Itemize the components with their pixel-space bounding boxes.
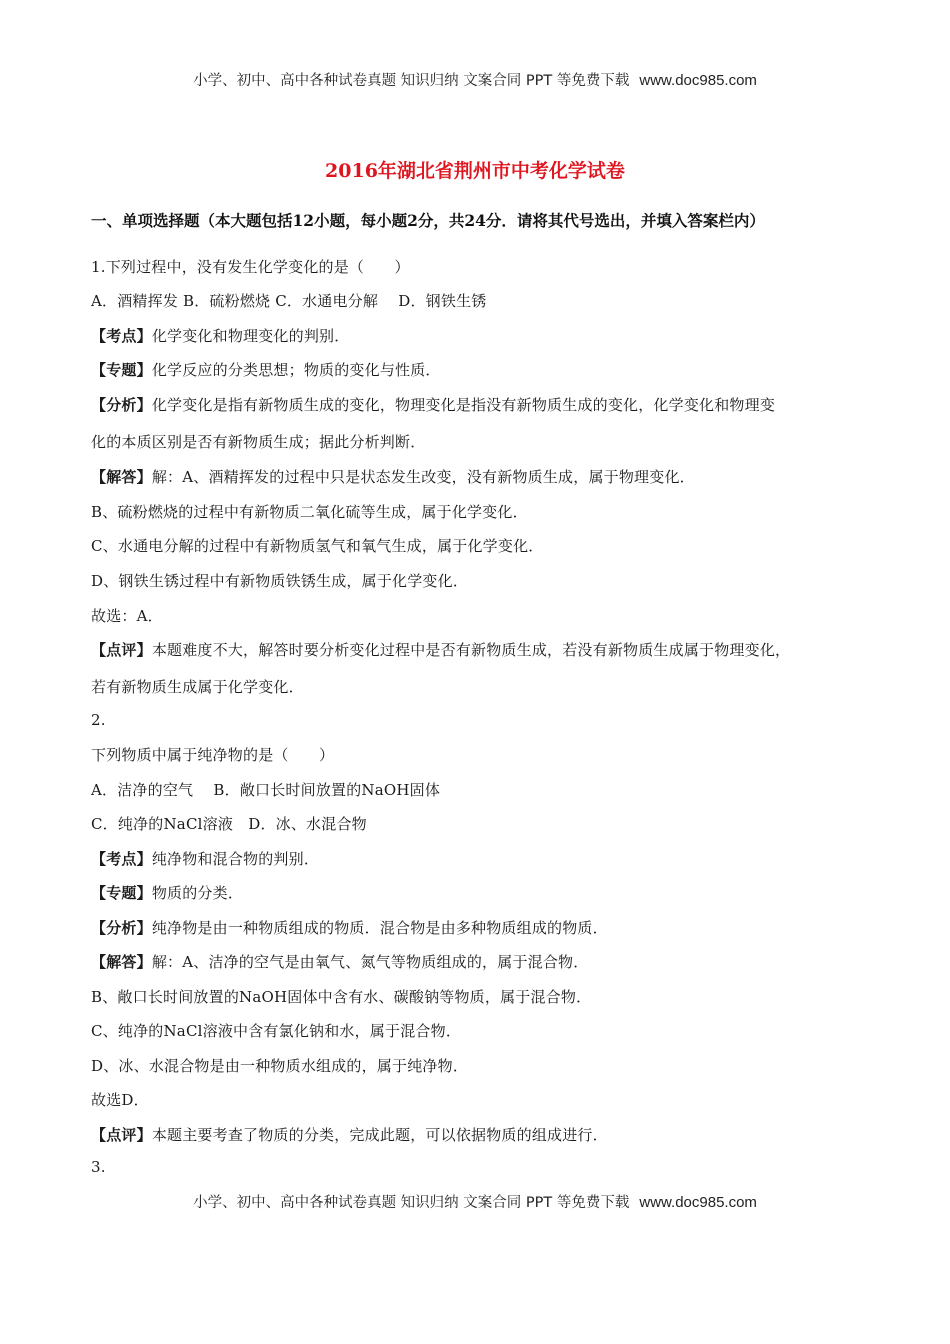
header-url[interactable]: www.doc985.com (639, 72, 757, 89)
line-text: D、冰、水混合物是由一种物质水组成的，属于纯净物． (91, 1057, 469, 1075)
text-line (91, 570, 468, 591)
line-text: 1.下列过程中，没有发生化学变化的是（ ） (91, 258, 410, 276)
line-text: 化学反应的分类思想；物质的变化与性质． (151, 361, 441, 379)
line-text: 化的本质区别是否有新物质生成；据此分析判断． (91, 433, 426, 451)
line-text: A．洁净的空气 B．敞口长时间放置的NaOH固体 (91, 781, 441, 799)
section-tag: 【考点】 (91, 327, 152, 345)
line-text: 3. (91, 1158, 106, 1176)
annotated-paragraph (91, 917, 608, 938)
text-line (91, 986, 591, 1007)
annotated-paragraph (91, 325, 349, 346)
footer-url[interactable]: www.doc985.com (639, 1194, 757, 1211)
line-text: 下列物质中属于纯净物的是（ ） (91, 746, 335, 764)
annotated-paragraph (91, 1124, 608, 1145)
text-line (91, 256, 410, 277)
section-tag: 【解答】 (91, 468, 152, 486)
header-text: 小学、初中、高中各种试卷真题 知识归纳 文案合同 PPT 等免费下载 (193, 73, 630, 89)
text-line (91, 711, 106, 729)
line-text: 物质的分类． (151, 884, 244, 902)
text-line (91, 1158, 106, 1176)
line-text: 本题主要考查了物质的分类，完成此题，可以依据物质的组成进行． (151, 1126, 608, 1144)
line-text: 故选：A． (91, 607, 163, 625)
text-line (91, 605, 163, 626)
annotated-paragraph (91, 848, 319, 869)
annotated-paragraph (91, 359, 441, 380)
text-line (91, 779, 440, 800)
line-text: 解：A、洁净的空气是由氧气、氮气等物质组成的，属于混合物． (151, 953, 589, 971)
line-text: D、钢铁生锈过程中有新物质铁锈生成，属于化学变化． (91, 572, 469, 590)
annotated-paragraph (91, 394, 775, 415)
annotated-paragraph (91, 882, 243, 903)
section-tag: 【点评】 (91, 1126, 152, 1144)
line-text: 若有新物质生成属于化学变化． (91, 678, 304, 696)
section-tag: 【点评】 (91, 641, 152, 659)
text-line (91, 1020, 461, 1041)
text-line (91, 744, 334, 765)
page-footer (0, 1191, 950, 1212)
section-tag: 【解答】 (91, 953, 152, 971)
line-text: 故选D． (91, 1091, 149, 1109)
annotated-paragraph (91, 951, 588, 972)
text-line (91, 290, 486, 311)
section-tag: 【考点】 (91, 850, 152, 868)
section-heading: 一、单项选择题（本大题包括12小题，每小题2分，共24分．请将其代号选出，并填入答案栏内） (91, 211, 765, 230)
section-tag: 【专题】 (91, 361, 152, 379)
text-line (91, 501, 528, 522)
section-tag: 【专题】 (91, 884, 152, 902)
line-text: 2. (91, 711, 106, 729)
annotated-paragraph (91, 639, 790, 660)
section-tag: 【分析】 (91, 396, 152, 414)
line-text: 纯净物是由一种物质组成的物质．混合物是由多种物质组成的物质． (151, 919, 608, 937)
text-line (91, 431, 425, 452)
line-text: C．纯净的NaCl溶液 D．冰、水混合物 (91, 815, 367, 833)
text-line (91, 1055, 468, 1076)
footer-text: 小学、初中、高中各种试卷真题 知识归纳 文案合同 PPT 等免费下载 (193, 1195, 630, 1211)
line-text: 化学变化是指有新物质生成的变化，物理变化是指没有新物质生成的变化，化学变化和物理变 (151, 396, 776, 414)
page-header (0, 69, 950, 90)
document-title: 2016年湖北省荆州市中考化学试卷 (325, 160, 625, 182)
text-line (91, 676, 304, 697)
text-line (91, 535, 543, 556)
text-line (91, 1089, 149, 1110)
line-text: 纯净物和混合物的判别． (151, 850, 320, 868)
line-text: 解：A、酒精挥发的过程中只是状态发生改变，没有新物质生成，属于物理变化． (151, 468, 695, 486)
annotated-paragraph (91, 466, 695, 487)
line-text: A．酒精挥发 B．硫粉燃烧 C．水通电分解 D．钢铁生锈 (91, 292, 487, 310)
line-text: C、纯净的NaCl溶液中含有氯化钠和水，属于混合物． (91, 1022, 462, 1040)
line-text: B、敞口长时间放置的NaOH固体中含有水、碳酸钠等物质，属于混合物． (91, 988, 592, 1006)
line-text: B、硫粉燃烧的过程中有新物质二氧化硫等生成，属于化学变化． (91, 503, 528, 521)
section-tag: 【分析】 (91, 919, 152, 937)
text-line (91, 813, 367, 834)
line-text: 本题难度不大，解答时要分析变化过程中是否有新物质生成，若没有新物质生成属于物理变化， (151, 641, 791, 659)
line-text: C、水通电分解的过程中有新物质氢气和氧气生成，属于化学变化． (91, 537, 544, 555)
line-text: 化学变化和物理变化的判别． (151, 327, 350, 345)
